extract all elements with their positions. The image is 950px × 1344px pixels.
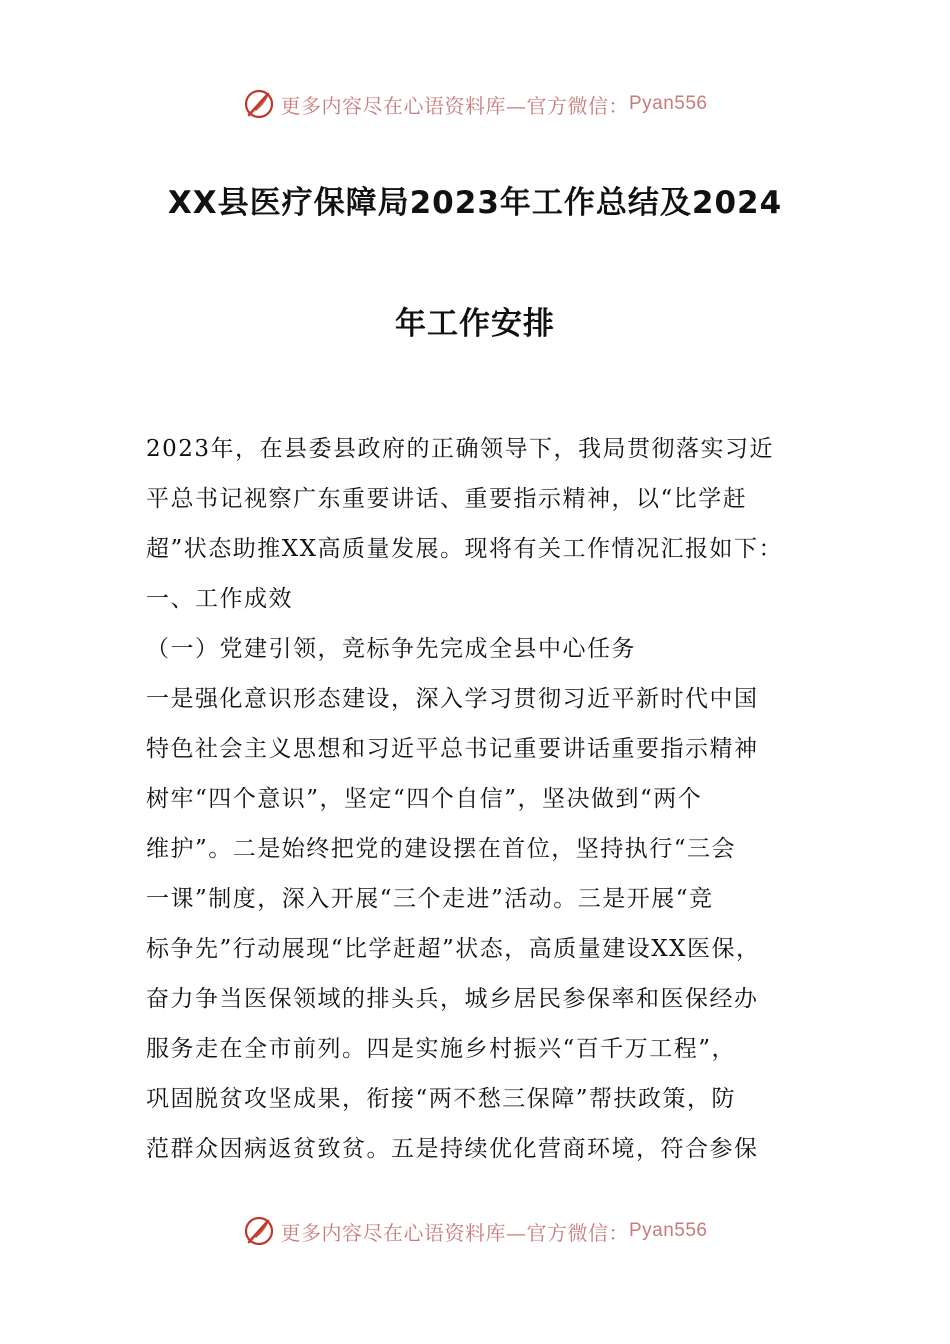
body-line: 一是强化意识形态建设，深入学习贯彻习近平新时代中国: [146, 686, 759, 712]
body-line: 2023年，在县委县政府的正确领导下，我局贯彻落实习近: [146, 436, 775, 462]
body-line: 奋力争当医保领域的排头兵，城乡居民参保率和医保经办: [146, 986, 759, 1012]
quill-pen-icon: [242, 87, 276, 121]
quill-pen-icon: [242, 1214, 276, 1248]
body-line: 树牢“四个意识”，坚定“四个自信”，坚决做到“两个: [146, 786, 703, 812]
watermark-wechat-id: Pyan556: [628, 93, 708, 114]
document-title-line-2: 年工作安排: [395, 306, 555, 342]
body-line: 特色社会主义思想和习近平总书记重要讲话重要指示精神: [146, 736, 759, 762]
body-line: 巩固脱贫攻坚成果，衔接“两不愁三保障”帮扶政策，防: [146, 1086, 737, 1112]
document-title-line-1: XX县医疗保障局2023年工作总结及2024: [167, 185, 783, 221]
document-body: [146, 424, 816, 1174]
body-line: 维护”。二是始终把党的建设摆在首位，坚持执行“三会: [146, 836, 737, 862]
body-line: 超”状态助推XX高质量发展。现将有关工作情况汇报如下：: [146, 536, 784, 562]
body-line: 一课”制度，深入开展“三个走进”活动。三是开展“竞: [146, 886, 714, 912]
watermark-text: 更多内容尽在心语资料库—官方微信：: [280, 93, 629, 118]
body-line: 平总书记视察广东重要讲话、重要指示精神，以“比学赶: [146, 486, 748, 512]
body-line: 服务走在全市前列。四是实施乡村振兴“百千万工程”，: [146, 1036, 737, 1062]
subsection-heading: （一）党建引领，竞标争先完成全县中心任务: [146, 636, 636, 662]
watermark-footer: [0, 1211, 950, 1251]
section-heading: 一、工作成效: [146, 586, 293, 612]
body-line: 标争先”行动展现“比学赶超”状态，高质量建设XX医保，: [146, 936, 761, 962]
body-line: 范群众因病返贫致贫。五是持续优化营商环境，符合参保: [146, 1136, 759, 1162]
watermark-text: 更多内容尽在心语资料库—官方微信：: [280, 1220, 629, 1245]
watermark-header: [0, 84, 950, 124]
watermark-wechat-id: Pyan556: [628, 1220, 708, 1241]
